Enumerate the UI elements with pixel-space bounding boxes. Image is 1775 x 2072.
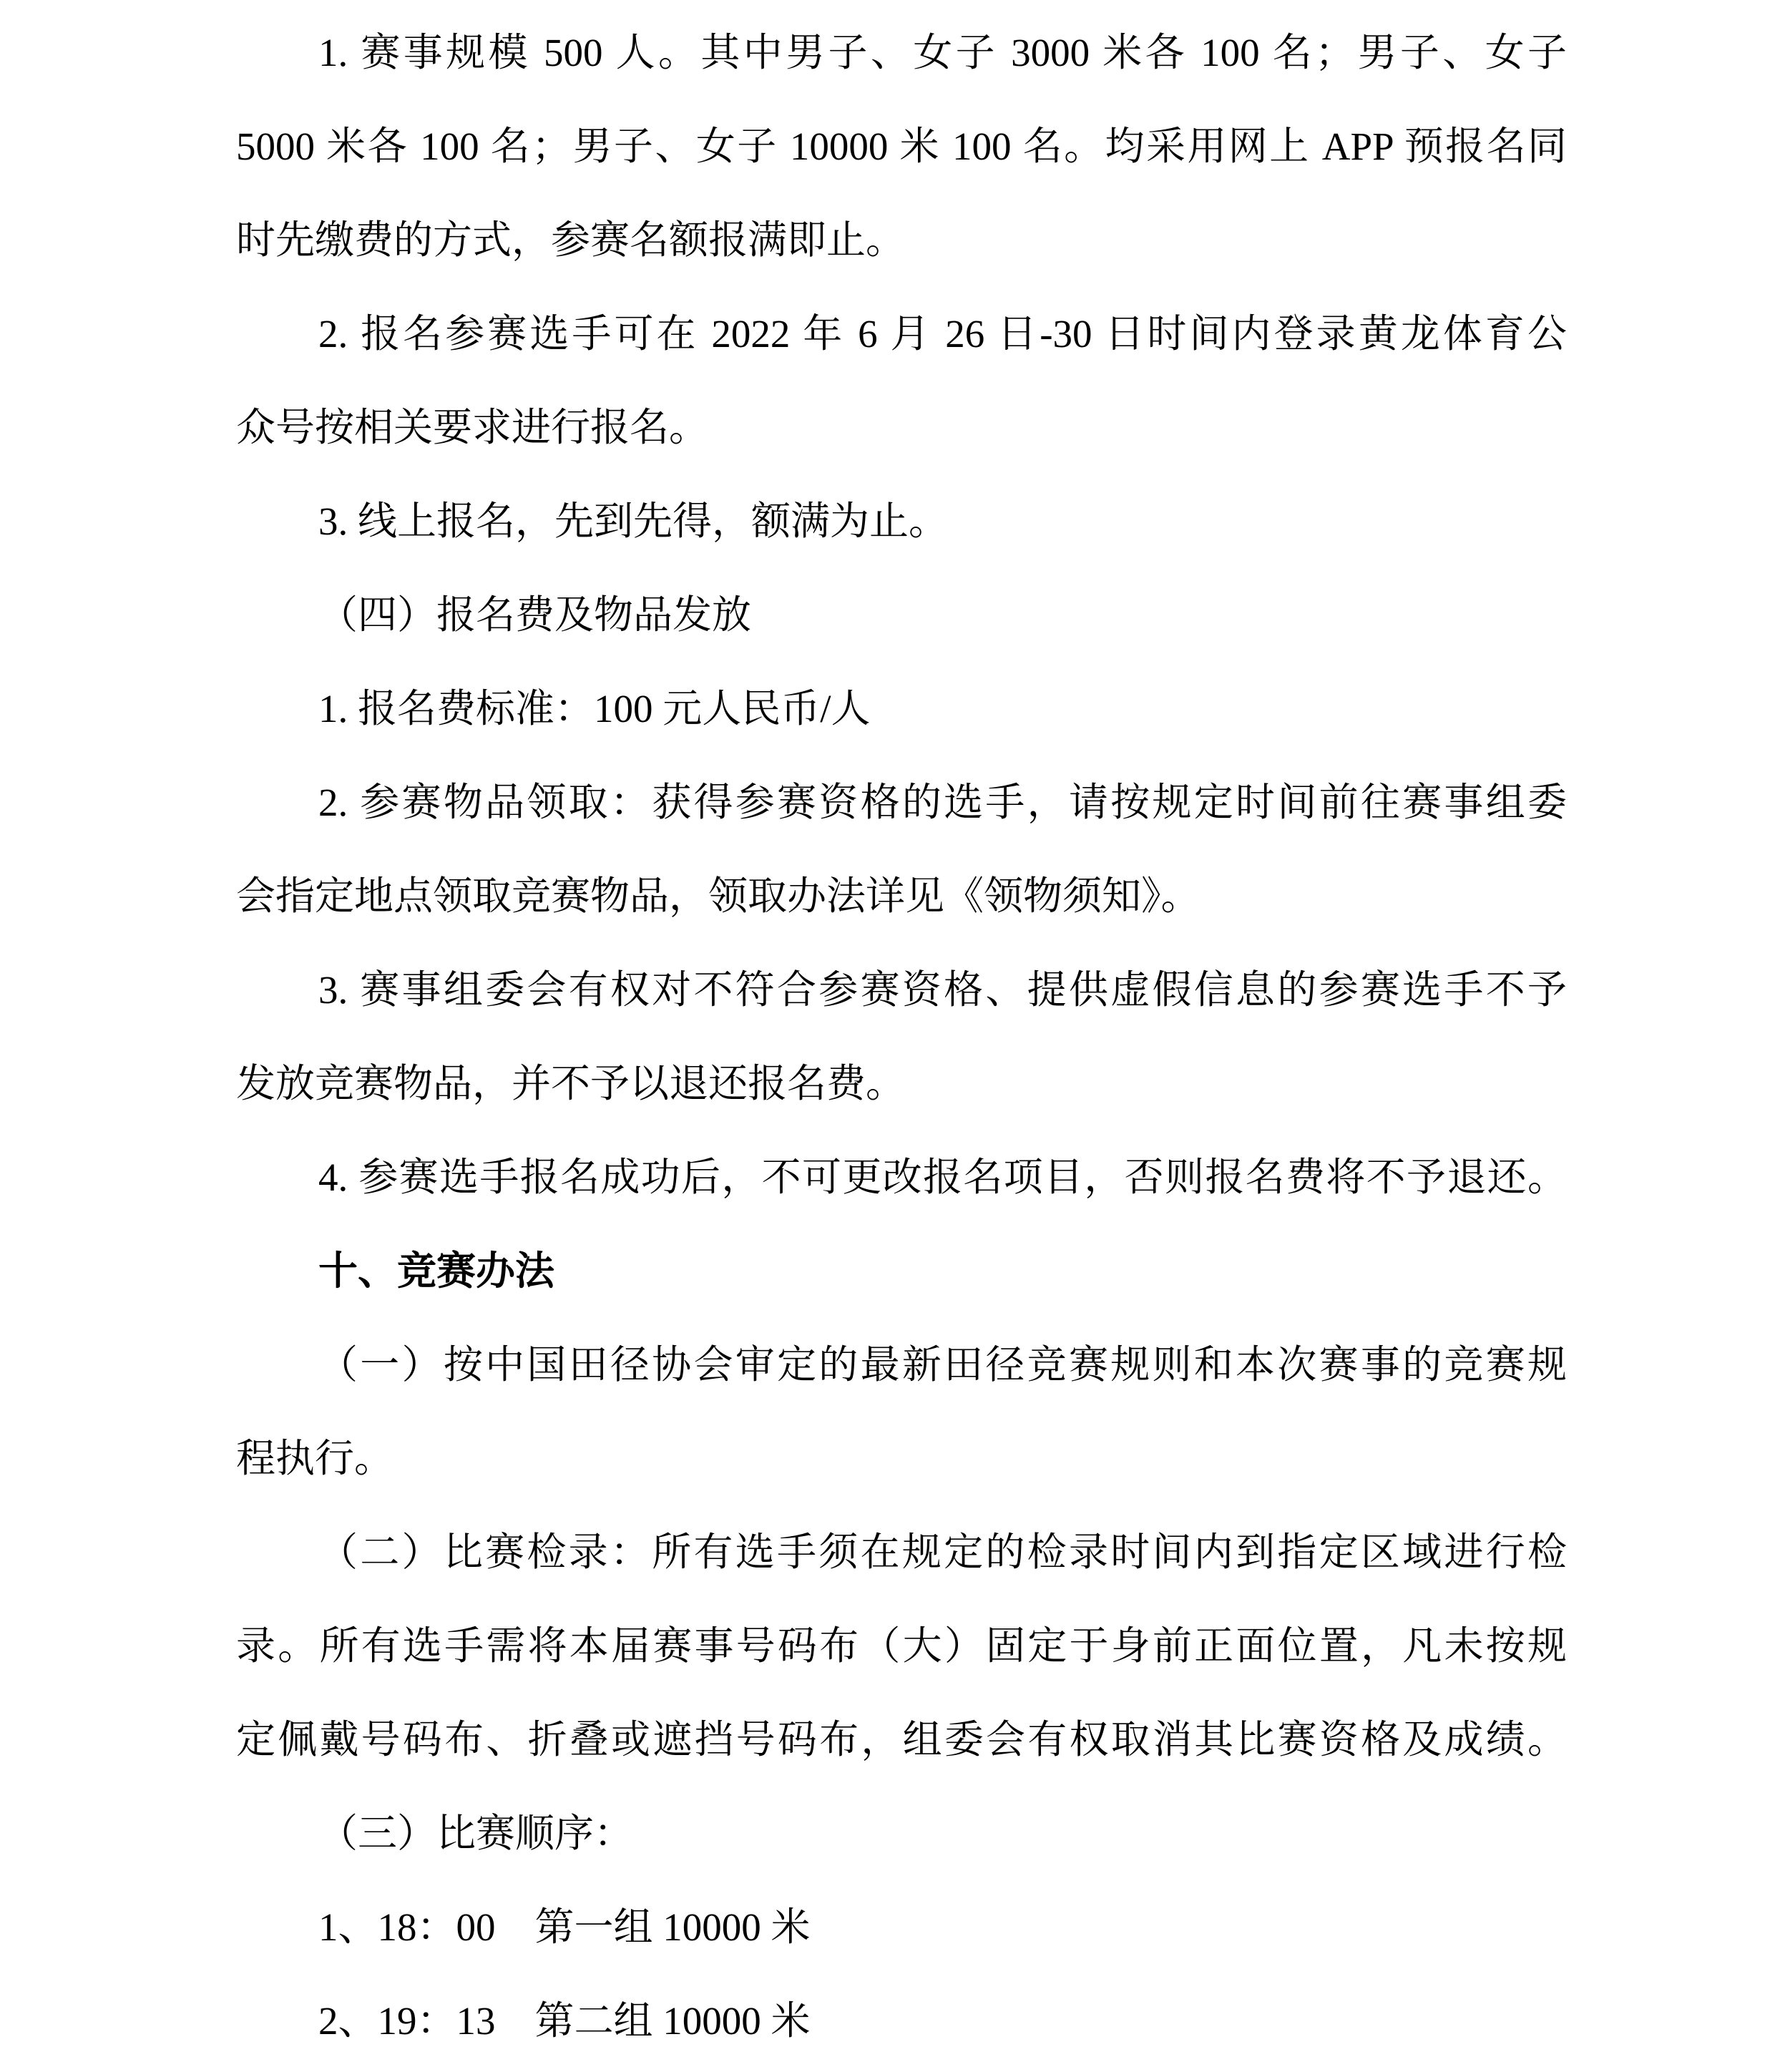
text-line: 2、19：13 第二组 10000 米 bbox=[318, 1999, 811, 2043]
text-line: 4. 参赛选手报名成功后，不可更改报名项目，否则报名费将不予退还。 bbox=[318, 1155, 1567, 1199]
text-line: 时先缴费的方式，参赛名额报满即止。 bbox=[236, 218, 906, 262]
text-line: （一）按中国田径协会审定的最新田径竞赛规则和本次赛事的竞赛规 bbox=[318, 1343, 1567, 1387]
text-line: 录。所有选手需将本届赛事号码布（大）固定于身前正面位置，凡未按规 bbox=[236, 1624, 1567, 1668]
text-line: 1. 赛事规模 500 人。其中男子、女子 3000 米各 100 名；男子、女子 bbox=[318, 31, 1567, 74]
text-line: 1、18：00 第一组 10000 米 bbox=[318, 1905, 811, 1949]
document-body bbox=[236, 6, 1567, 2068]
text-line: （四）报名费及物品发放 bbox=[318, 593, 752, 637]
text-line: 3. 赛事组委会有权对不符合参赛资格、提供虚假信息的参赛选手不予 bbox=[318, 968, 1567, 1012]
text-line: （二）比赛检录：所有选手须在规定的检录时间内到指定区域进行检 bbox=[318, 1530, 1567, 1574]
text-line: 会指定地点领取竞赛物品，领取办法详见《领物须知》。 bbox=[236, 874, 1201, 918]
text-line: 2. 参赛物品领取：获得参赛资格的选手，请按规定时间前往赛事组委 bbox=[318, 781, 1567, 824]
text-line: 众号按相关要求进行报名。 bbox=[236, 406, 709, 449]
text-line: 2. 报名参赛选手可在 2022 年 6 月 26 日-30 日时间内登录黄龙体育公 bbox=[318, 312, 1567, 356]
text-line: 定佩戴号码布、折叠或遮挡号码布，组委会有权取消其比赛资格及成绩。 bbox=[236, 1718, 1567, 1761]
text-line: 程执行。 bbox=[236, 1437, 394, 1480]
text-line: （三）比赛顺序： bbox=[318, 1812, 634, 1855]
text-line: 十、竞赛办法 bbox=[318, 1249, 555, 1293]
text-line: 3. 线上报名，先到先得，额满为止。 bbox=[318, 499, 949, 543]
text-line: 1. 报名费标准：100 元人民币/人 bbox=[318, 687, 871, 730]
text-line: 5000 米各 100 名；男子、女子 10000 米 100 名。均采用网上 APP 预报名同 bbox=[236, 124, 1567, 168]
text-line: 发放竞赛物品，并不予以退还报名费。 bbox=[236, 1062, 906, 1105]
